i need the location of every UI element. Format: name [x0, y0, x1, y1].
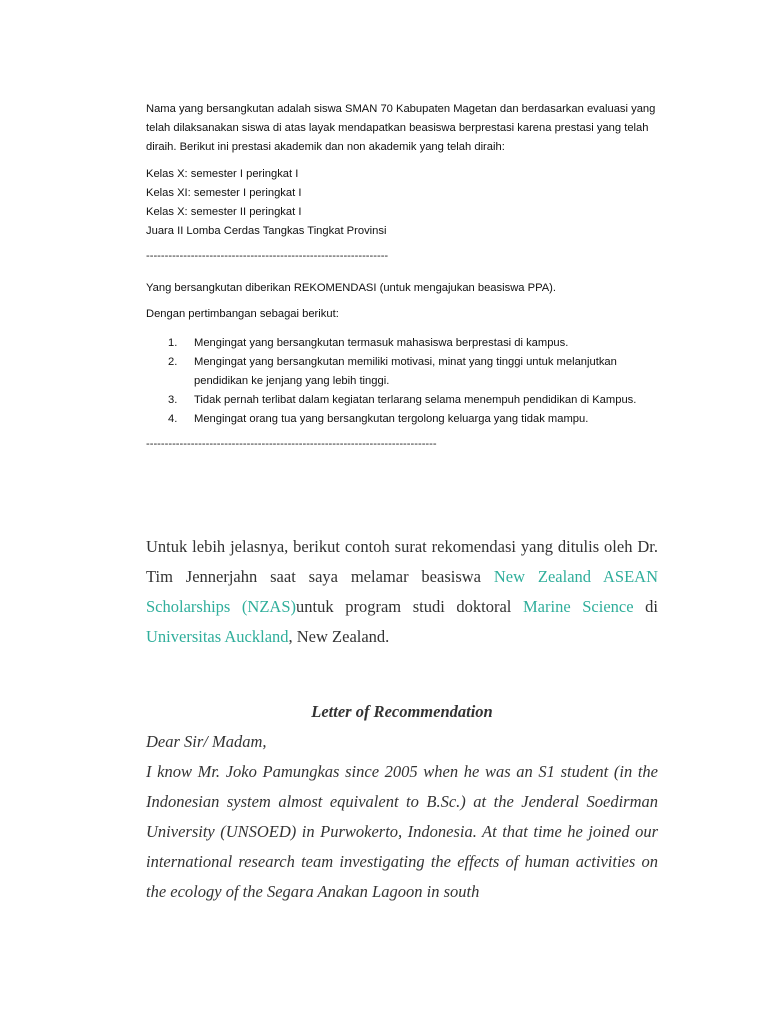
recommendation-letter	[146, 697, 658, 907]
article-text: Untuk lebih jelasnya, berikut contoh surat rekomendasi yang ditulis oleh Dr. Tim Jennerjahn saat saya melamar beasiswa	[146, 537, 658, 586]
intro-paragraph: Nama yang bersangkutan adalah siswa SMAN 70 Kabupaten Magetan dan berdasarkan evaluasi yang telah dilaksanakan siswa di atas layak mendapatkan beasiswa berprestasi karena prestasi yang telah diraih. Berikut ini prestasi akademik dan non akademik yang telah diraih:	[146, 103, 656, 153]
item-text: Mengingat yang bersangkutan termasuk mahasiswa berprestasi di kampus.	[194, 337, 569, 349]
item-text: Mengingat orang tua yang bersangkutan tergolong keluarga yang tidak mampu.	[194, 413, 589, 425]
item-number: 4.	[168, 413, 178, 425]
article-text: , New Zealand.	[288, 627, 390, 646]
letter-salutation: Dear Sir/ Madam,	[146, 732, 267, 751]
consideration-item	[146, 334, 666, 353]
recommendation-statement: Yang bersangkutan diberikan REKOMENDASI (untuk mengajukan beasiswa PPA).	[146, 282, 557, 294]
consideration-item	[146, 410, 666, 429]
considerations-heading: Dengan pertimbangan sebagai berikut:	[146, 308, 339, 320]
marine-science-link[interactable]: Marine Science	[523, 597, 634, 616]
letter-title: Letter of Recommendation	[311, 702, 493, 721]
consideration-item	[146, 391, 666, 410]
article-text: di	[633, 597, 659, 616]
article-paragraph	[146, 532, 658, 652]
separator-line: -----------------------------------------------------------------	[146, 250, 389, 262]
separator-line: ------------------------------------------------------------------------------	[146, 438, 437, 450]
achievement-item: Kelas X: semester II peringkat I	[146, 206, 302, 218]
nzas-link[interactable]: New Zealand ASEAN Scholarships (NZAS)	[146, 567, 658, 616]
item-text: Mengingat yang bersangkutan memiliki motivasi, minat yang tinggi untuk melanjutkan pendidikan ke jenjang yang lebih tinggi.	[194, 356, 617, 387]
considerations-list	[146, 334, 666, 429]
achievement-item: Kelas X: semester I peringkat I	[146, 168, 299, 180]
auckland-university-link[interactable]: Universitas Auckland	[146, 627, 289, 646]
consideration-item	[146, 353, 666, 391]
item-number: 2.	[168, 356, 178, 368]
article-text: untuk program studi doktoral	[296, 597, 523, 616]
achievement-item: Kelas XI: semester I peringkat I	[146, 187, 302, 199]
item-number: 3.	[168, 394, 178, 406]
item-number: 1.	[168, 337, 178, 349]
achievement-list	[146, 165, 666, 241]
item-text: Tidak pernah terlibat dalam kegiatan terlarang selama menempuh pendidikan di Kampus.	[194, 394, 637, 406]
achievement-item: Juara II Lomba Cerdas Tangkas Tingkat Provinsi	[146, 225, 387, 237]
embedded-document-image	[146, 100, 666, 450]
letter-body: I know Mr. Joko Pamungkas since 2005 when he was an S1 student (in the Indonesian system almost equivalent to B.Sc.) at the Jenderal Soedirman University (UNSOED) in Purwokerto, Indonesia. At that time he joined our international research team investigating the effects of human activities on the ecology of the Segara Anakan Lagoon in south	[146, 762, 658, 901]
